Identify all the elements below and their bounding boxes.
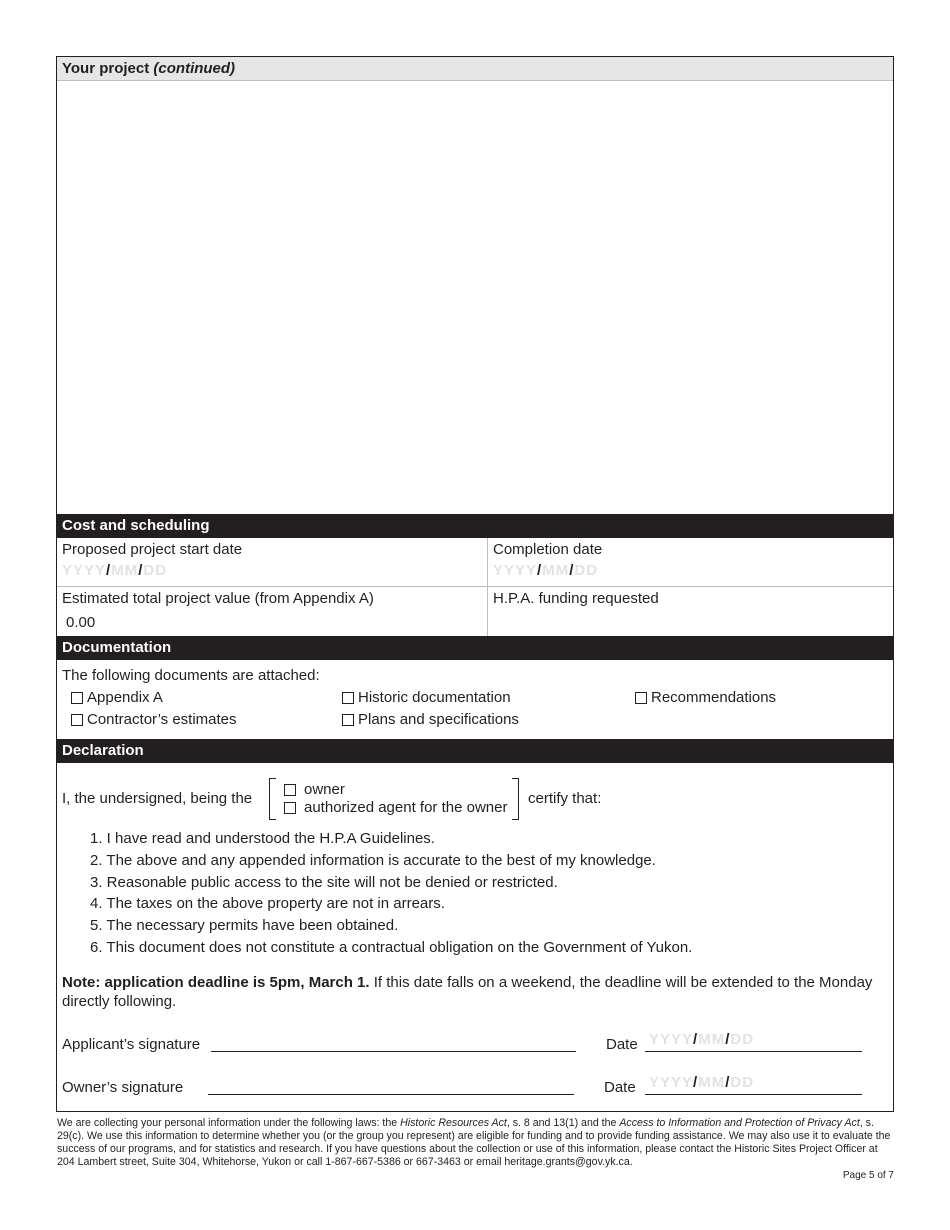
statement-5: 5. The necessary permits have been obtained. [90, 917, 399, 934]
documentation-header: Documentation [57, 636, 893, 660]
checkbox-historic-documentation[interactable] [342, 689, 511, 706]
radio-authorized-agent[interactable] [284, 799, 507, 816]
funding-requested-cell [488, 587, 893, 636]
checkbox-appendix-a[interactable] [71, 689, 163, 706]
project-header-title: Your project [62, 60, 150, 77]
checkbox-contractors-estimates[interactable] [71, 711, 237, 728]
project-continued-header [57, 57, 893, 81]
checkbox-square[interactable] [284, 784, 296, 796]
checkbox-label: Recommendations [651, 689, 777, 706]
deadline-note [62, 973, 882, 1011]
owner-signature-line[interactable] [208, 1094, 574, 1095]
option-label: owner [304, 781, 345, 798]
radio-owner[interactable] [284, 781, 345, 798]
project-header-suffix: (continued) [153, 60, 236, 77]
start-date-cell [57, 538, 487, 587]
owner-date-label: Date [604, 1079, 636, 1096]
bracket-left [269, 778, 276, 820]
completion-date-label: Completion date [493, 541, 603, 558]
checkbox-plans-specifications[interactable] [342, 711, 519, 728]
checkbox-square[interactable] [71, 692, 83, 704]
checkbox-label: Appendix A [87, 689, 163, 706]
page-number: Page 5 of 7 [842, 1170, 894, 1181]
checkbox-label: Plans and specifications [358, 711, 519, 728]
funding-requested-label: H.P.A. funding requested [493, 590, 659, 607]
privacy-notice: We are collecting your personal information under the following laws: the Historic Resources Act, s. 8 and 13(1) and the Access to Information and Protection of Privacy Act, s. 29(c). We use this information to determine whether you (or the group you represent) are eligible for funding and to provide funding assistance. We may also use it to evaluate the success of our programs, and for statistics and research. If you have questions about the collection or use of this information, please contact the Historic Sites Project Officer at 204 Lambert street, Suite 304, Whitehorse, Yukon or call 1-867-667-5386 or 667-3463 or email heritage.grants@gov.yk.ca. [57, 1117, 891, 1168]
owner-date-field[interactable]: YYYY/MM/DD [649, 1074, 755, 1091]
checkbox-square[interactable] [635, 692, 647, 704]
applicant-signature-label: Applicant’s signature [62, 1036, 201, 1053]
statement-6: 6. This document does not constitute a contractual obligation on the Government of Yukon. [90, 939, 693, 956]
owner-date-line [645, 1094, 862, 1095]
note-rest: If this date falls on a weekend, the deadline will be extended to the Monday directly following. [62, 974, 873, 1010]
certify-text: certify that: [528, 790, 602, 807]
declaration-lead: I, the undersigned, being the [62, 790, 253, 807]
estimated-value-cell [57, 587, 487, 636]
project-description-textarea[interactable] [57, 81, 893, 515]
statement-3: 3. Reasonable public access to the site will not be denied or restricted. [90, 874, 558, 891]
checkbox-square[interactable] [284, 802, 296, 814]
option-label: authorized agent for the owner [304, 799, 508, 816]
applicant-signature-line[interactable] [211, 1051, 576, 1052]
bracket-right [512, 778, 519, 820]
applicant-date-label: Date [606, 1036, 638, 1053]
completion-date-cell [488, 538, 893, 587]
checkbox-recommendations[interactable] [635, 689, 776, 706]
applicant-date-line [645, 1051, 862, 1052]
note-bold: Note: application deadline is 5pm, March 1. [62, 974, 370, 991]
start-date-label: Proposed project start date [62, 541, 243, 558]
statement-4: 4. The taxes on the above property are not in arrears. [90, 895, 445, 912]
column-divider [487, 538, 488, 636]
declaration-header: Declaration [57, 739, 893, 763]
checkbox-square[interactable] [71, 714, 83, 726]
statement-2: 2. The above and any appended information is accurate to the best of my knowledge. [90, 852, 656, 869]
documentation-intro: The following documents are attached: [62, 667, 320, 684]
checkbox-square[interactable] [342, 714, 354, 726]
checkbox-square[interactable] [342, 692, 354, 704]
estimated-value-input[interactable]: 0.00 [66, 614, 96, 631]
cost-scheduling-header: Cost and scheduling [57, 514, 893, 538]
owner-signature-label: Owner’s signature [62, 1079, 184, 1096]
checkbox-label: Historic documentation [358, 689, 511, 706]
estimated-value-label: Estimated total project value (from Appendix A) [62, 590, 374, 607]
applicant-date-field[interactable]: YYYY/MM/DD [649, 1031, 755, 1048]
application-form [56, 56, 894, 1112]
completion-date-field[interactable]: YYYY/MM/DD [493, 562, 599, 579]
checkbox-label: Contractor’s estimates [87, 711, 237, 728]
start-date-field[interactable]: YYYY/MM/DD [62, 562, 168, 579]
statement-1: 1. I have read and understood the H.P.A Guidelines. [90, 830, 435, 847]
